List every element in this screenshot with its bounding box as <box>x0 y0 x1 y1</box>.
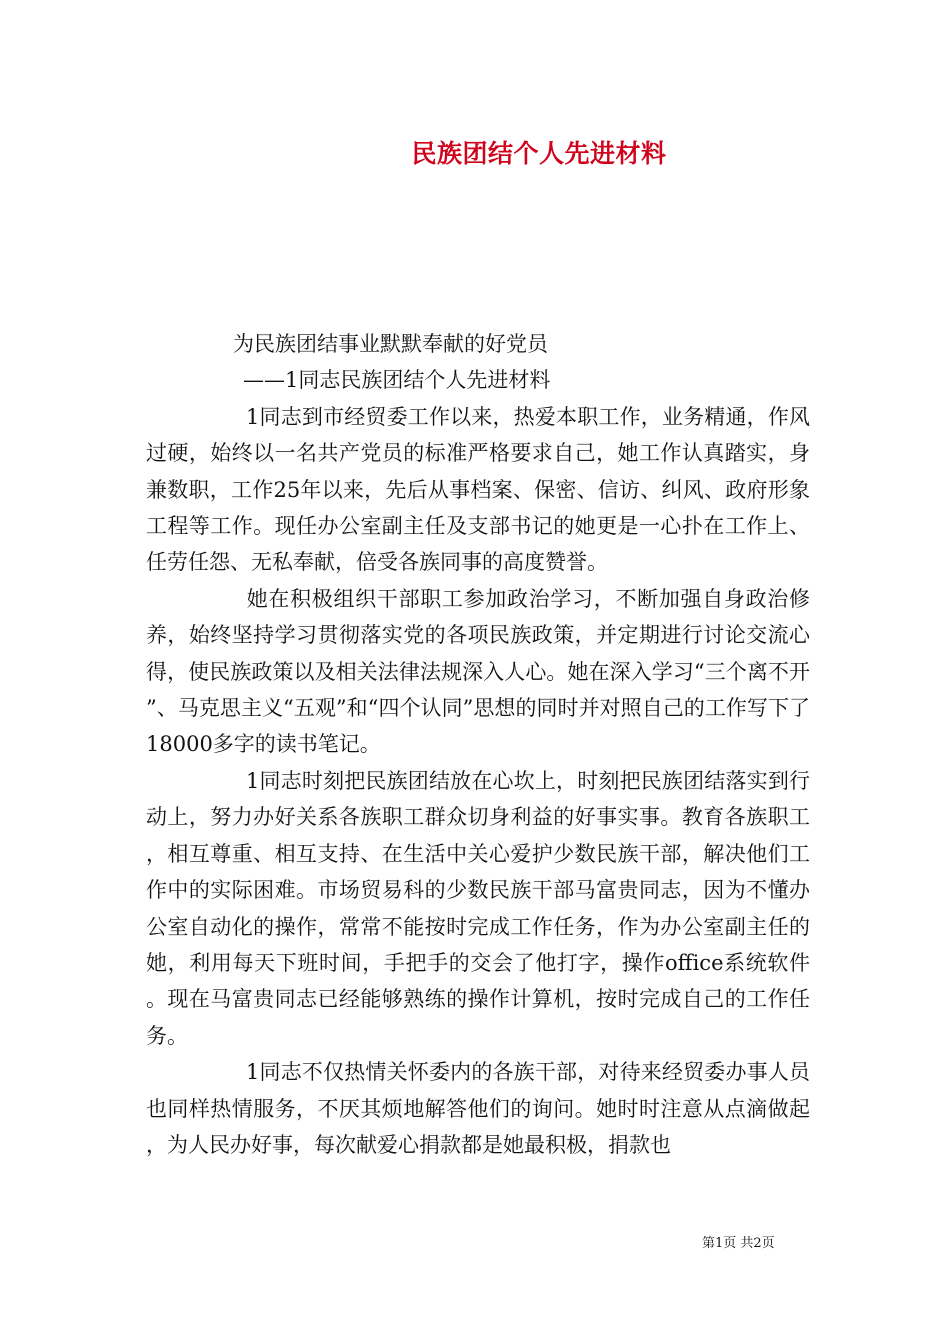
paragraph-text: 1同志不仅热情关怀委内的各族干部，对待来经贸委办事人员也同样热情服务，不厌其烦地解答他们的询问。她时时注意从点滴做起，为人民办好事，每次献爱心捐款都是她最积极，捐款也 <box>146 1060 810 1157</box>
page-indicator: 第1页 共2页 <box>702 1236 775 1251</box>
paragraph <box>146 399 810 581</box>
document-title: 民族团结个人先进材料 <box>411 139 667 168</box>
paragraph <box>146 763 810 1054</box>
document-subtitle: 为民族团结事业默默奉献的好党员 <box>233 332 548 356</box>
document-body <box>146 326 810 1163</box>
paragraph-text: 1同志到市经贸委工作以来，热爱本职工作，业务精通，作风过硬，始终以一名共产党员的标准严格要求自己，她工作认真踏实，身兼数职，工作25年以来，先后从事档案、保密、信访、纠风、政府形象工程等工作。现任办公室副主任及支部书记的她更是一心扑在工作上、任劳任怨、无私奉献，倍受各族同事的高度赞誉。 <box>146 404 810 575</box>
paragraph <box>146 1054 810 1163</box>
document-byline: ——1同志民族团结个人先进材料 <box>243 368 551 393</box>
paragraph <box>146 581 810 763</box>
paragraph-text: 她在积极组织干部职工参加政治学习，不断加强自身政治修养，始终坚持学习贯彻落实党的各项民族政策，并定期进行讨论交流心得，使民族政策以及相关法律法规深入人心。她在深入学习“三个离不开”、马克思主义“五观”和“四个认同”思想的同时并对照自己的工作写下了18000多字的读书笔记。 <box>146 586 810 757</box>
paragraph-text: 1同志时刻把民族团结放在心坎上，时刻把民族团结落实到行动上，努力办好关系各族职工群众切身利益的好事实事。教育各族职工，相互尊重、相互支持、在生活中关心爱护少数民族干部，解决他们工作中的实际困难。市场贸易科的少数民族干部马富贵同志，因为不懂办公室自动化的操作，常常不能按时完成工作任务，作为办公室副主任的她，利用每天下班时间，手把手的交会了他打字，操作office系统软件。现在马富贵同志已经能够熟练的操作计算机，按时完成自己的工作任务。 <box>146 768 810 1048</box>
